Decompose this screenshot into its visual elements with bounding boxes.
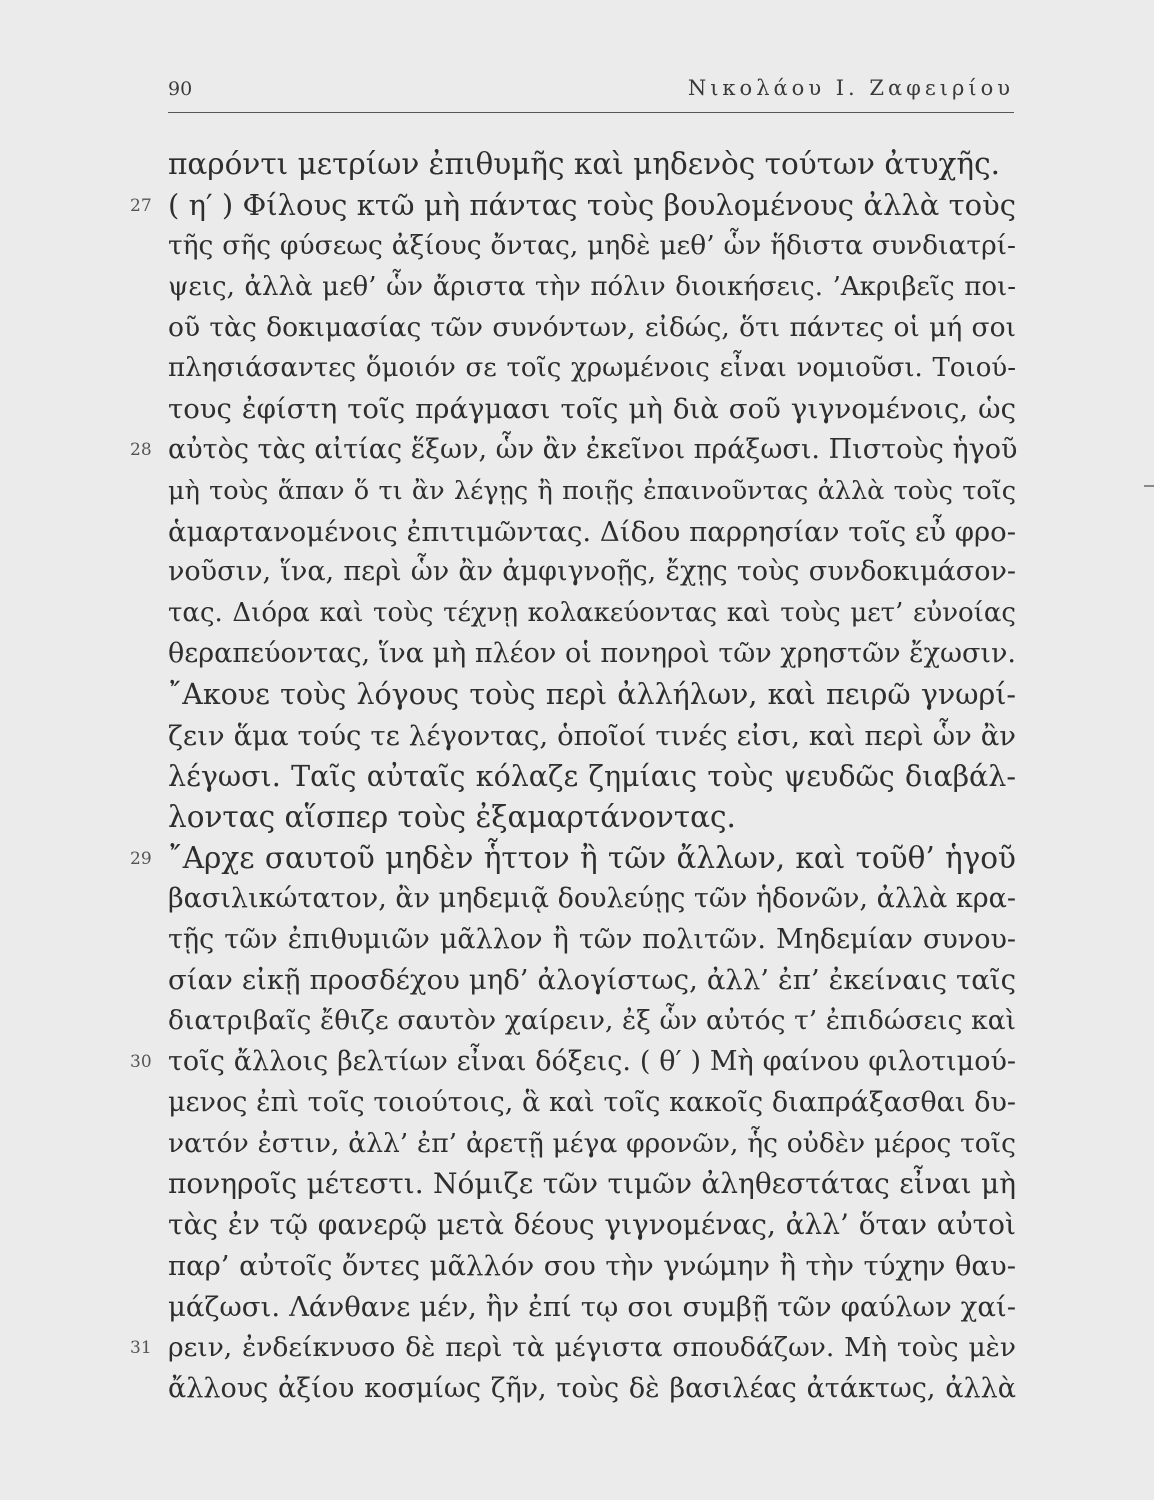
margin-number: 30 bbox=[130, 1052, 152, 1072]
text-line: μενος ἐπὶ τοῖς τοιούτοις, ἃ καὶ τοῖς κακοῖς διαπράξασθαι δυ- bbox=[168, 1087, 1016, 1118]
text-line: σίαν εἰκῇ προσδέχου μηδ’ ἀλογίστως, ἀλλ’ ἐπ’ ἐκείναις ταῖς bbox=[168, 964, 1016, 996]
text-line: νατόν ἐστιν, ἀλλ’ ἐπ’ ἀρετῇ μέγα φρονῶν, ἧς οὐδὲν μέρος τοῖς bbox=[168, 1128, 1016, 1159]
text-line: ῎Ακουε τοὺς λόγους τοὺς περὶ ἀλλήλων, καὶ πειρῶ γνωρί- bbox=[168, 678, 1016, 711]
text-line: ( η′ ) Φίλους κτῶ μὴ πάντας τοὺς βουλομένους ἀλλὰ τοὺς bbox=[168, 188, 1016, 222]
running-head: Νικολάου Ι. Ζαφειρίου bbox=[687, 76, 1014, 100]
margin-number: 27 bbox=[130, 196, 152, 216]
text-line: λοντας αἵσπερ τοὺς ἐξαμαρτάνοντας. bbox=[168, 800, 736, 834]
margin-number: 29 bbox=[130, 849, 152, 869]
text-line: τῆς σῆς φύσεως ἀξίους ὄντας, μηδὲ μεθ’ ὧν ἥδιστα συνδιατρί- bbox=[168, 230, 1016, 261]
text-line: αὐτὸς τὰς αἰτίας ἕξων, ὧν ἂν ἐκεῖνοι πράξωσι. Πιστοὺς ἡγοῦ bbox=[168, 434, 1018, 465]
scan-speck bbox=[1144, 485, 1154, 487]
text-line: τους ἐφίστη τοῖς πράγμασι τοῖς μὴ διὰ σοῦ γιγνομένοις, ὡς bbox=[168, 393, 1016, 425]
page-header bbox=[168, 72, 1014, 112]
text-line: διατριβαῖς ἔθιζε σαυτὸν χαίρειν, ἐξ ὧν αὐτός τ’ ἐπιδώσεις καὶ bbox=[168, 1005, 1016, 1036]
text-line: ζειν ἅμα τούς τε λέγοντας, ὁποῖοί τινές εἰσι, καὶ περὶ ὧν ἂν bbox=[168, 720, 1016, 752]
text-line: τοῖς ἄλλοις βελτίων εἶναι δόξεις. ( θ′ ) Μὴ φαίνου φιλοτιμού- bbox=[168, 1046, 1016, 1077]
text-line: τας. Διόρα καὶ τοὺς τέχνῃ κολακεύοντας καὶ τοὺς μετ’ εὐνοίας bbox=[168, 598, 1016, 628]
page-number: 90 bbox=[168, 78, 193, 100]
text-line: πονηροῖς μέτεστι. Νόμιζε τῶν τιμῶν ἀληθεστάτας εἶναι μὴ bbox=[168, 1167, 1016, 1200]
text-line: τῇς τῶν ἐπιθυμιῶν μᾶλλον ἢ τῶν πολιτῶν. Μηδεμίαν συνου- bbox=[168, 924, 1016, 955]
text-line: παρόντι μετρίων ἐπιθυμῆς καὶ μηδενὸς τούτων ἀτυχῆς. bbox=[168, 147, 1000, 181]
text-line: λέγωσι. Ταῖς αὐταῖς κόλαζε ζημίαις τοὺς ψευδῶς διαβάλ- bbox=[168, 760, 1016, 793]
text-line: ἁμαρτανομένοις ἐπιτιμῶντας. Δίδου παρρησίαν τοῖς εὖ φρο- bbox=[168, 516, 1016, 548]
margin-number: 28 bbox=[130, 440, 152, 460]
text-line: τὰς ἐν τῷ φανερῷ μετὰ δέους γιγνομένας, ἀλλ’ ὅταν αὐτοὶ bbox=[168, 1208, 1016, 1241]
text-line: μάζωσι. Λάνθανε μέν, ἢν ἐπί τῳ σοι συμβῇ τῶν φαύλων χαί- bbox=[168, 1291, 1016, 1323]
text-line: ἄλλους ἀξίου κοσμίως ζῆν, τοὺς δὲ βασιλέας ἀτάκτως, ἀλλὰ bbox=[168, 1373, 1016, 1404]
margin-number: 31 bbox=[130, 1338, 152, 1358]
text-line: νοῦσιν, ἵνα, περὶ ὧν ἂν ἀμφιγνοῇς, ἔχῃς τοὺς συνδοκιμάσον- bbox=[168, 556, 1016, 587]
text-line: ῎Αρχε σαυτοῦ μηδὲν ἧττον ἢ τῶν ἄλλων, καὶ τοῦθ’ ἡγοῦ bbox=[168, 841, 1016, 875]
text-line: πλησιάσαντες ὅμοιόν σε τοῖς χρωμένοις εἶναι νομιοῦσι. Τοιού- bbox=[168, 353, 1016, 383]
text-line: οῦ τὰς δοκιμασίας τῶν συνόντων, εἰδώς, ὅτι πάντες οἱ μή σοι bbox=[168, 312, 1016, 343]
text-line: παρ’ αὐτοῖς ὄντες μᾶλλόν σου τὴν γνώμην ἢ τὴν τύχην θαυ- bbox=[168, 1250, 1016, 1282]
text-line: μὴ τοὺς ἅπαν ὅ τι ἂν λέγῃς ἢ ποιῇς ἐπαινοῦντας ἀλλὰ τοὺς τοῖς bbox=[168, 476, 1016, 506]
text-line: βασιλικώτατον, ἂν μηδεμιᾷ δουλεύῃς τῶν ἡδονῶν, ἀλλὰ κρα- bbox=[168, 883, 1016, 914]
text-line: ψεις, ἀλλὰ μεθ’ ὧν ἄριστα τὴν πόλιν διοικήσεις. ’Ακριβεῖς ποι- bbox=[168, 272, 1016, 302]
text-line: θεραπεύοντας, ἵνα μὴ πλέον οἱ πονηροὶ τῶν χρηστῶν ἔχωσιν. bbox=[168, 638, 1016, 669]
header-rule bbox=[168, 112, 1014, 113]
text-line: ρειν, ἐνδείκνυσο δὲ περὶ τὰ μέγιστα σπουδάζων. Μὴ τοὺς μὲν bbox=[168, 1332, 1016, 1363]
